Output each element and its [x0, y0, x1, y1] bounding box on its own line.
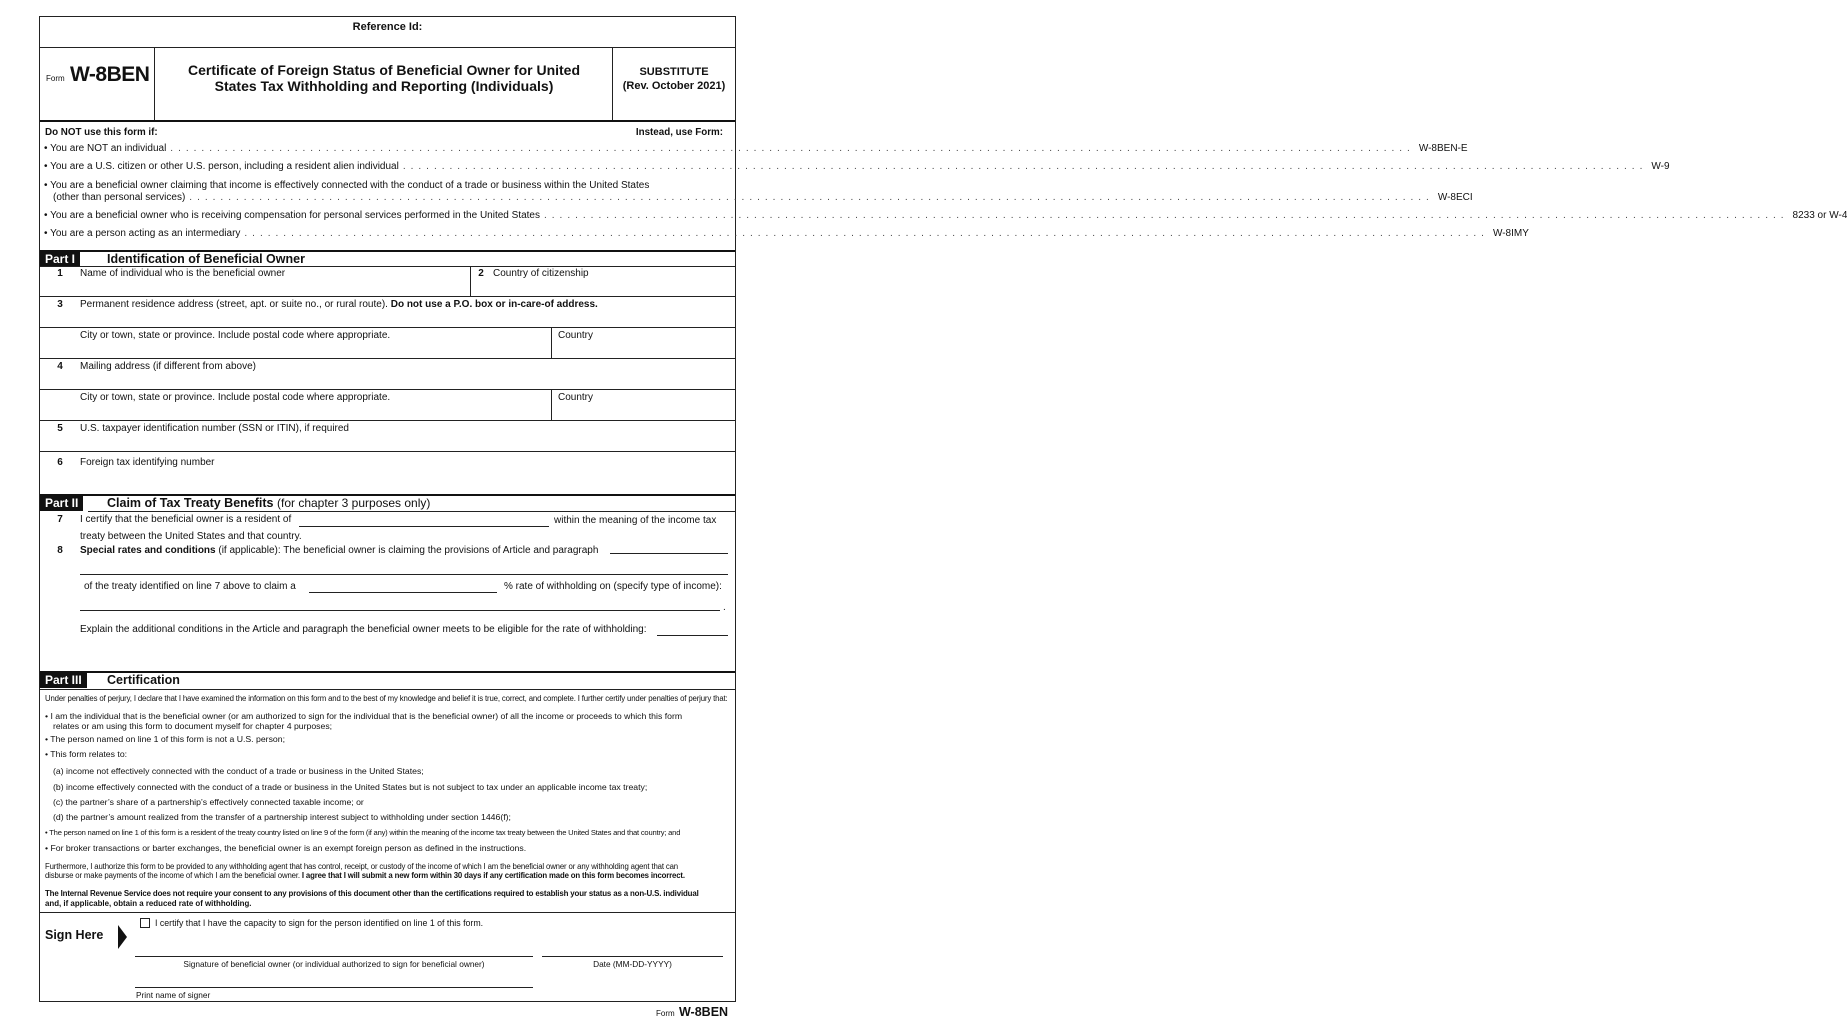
line8-bold: Special rates and conditions	[80, 545, 216, 556]
divider	[40, 47, 735, 48]
cert-bullet: • For broker transactions or barter exchanges, the beneficial owner is an exempt foreign person as defined in the instructions.	[45, 843, 527, 853]
line3-label	[80, 299, 598, 311]
capacity-checkbox[interactable]	[140, 918, 150, 928]
do-not-use-label: Do NOT use this form if:	[45, 127, 158, 138]
cert-subitem: (a) income not effectively connected with the conduct of a trade or business in the United States;	[53, 766, 424, 776]
permanent-address-field[interactable]	[80, 312, 730, 326]
line-number: 1	[57, 268, 63, 279]
irs-consent-text: and, if applicable, obtain a reduced rate of withholding.	[45, 899, 252, 908]
line-number: 2	[478, 268, 484, 279]
intro-row-text: • You are NOT an individual	[44, 143, 167, 154]
line3-text: Permanent residence address (street, apt. or suite no., or rural route).	[80, 299, 388, 310]
divider	[40, 451, 735, 452]
substitute-label: SUBSTITUTE	[639, 66, 709, 78]
title-line: States Tax Withholding and Reporting (Individuals)	[214, 78, 554, 94]
authorization-text	[45, 871, 685, 881]
withholding-rate-field[interactable]	[309, 592, 497, 593]
date-label: Date (MM-DD-YYYY)	[593, 959, 672, 969]
divider	[40, 912, 735, 913]
divider	[40, 358, 735, 359]
part1-label: Part I	[40, 252, 80, 267]
revision-block	[613, 65, 735, 93]
authorization-line: disburse or make payments of the income of which I am the beneficial owner.	[45, 871, 300, 880]
mailing-country-field[interactable]	[558, 404, 730, 418]
reference-id-label: Reference Id:	[352, 21, 423, 33]
country-label: Country	[558, 392, 594, 403]
beneficial-owner-name-field[interactable]	[80, 280, 466, 295]
article-continuation-field[interactable]	[80, 574, 728, 575]
cert-bullet: • The person named on line 1 of this form is not a U.S. person;	[45, 734, 285, 744]
divider	[470, 266, 471, 296]
intro-row-form: 8233 or W-4	[1792, 210, 1847, 221]
intro-row	[44, 228, 1529, 240]
divider	[154, 47, 155, 121]
intro-row	[53, 192, 1473, 204]
mailing-address-field[interactable]	[80, 374, 730, 388]
leader-dots: ................................................................................................................................................................	[170, 143, 1415, 154]
intro-row-text: (other than personal services)	[53, 192, 186, 203]
leader-dots: ................................................................................................................................................................	[244, 228, 1489, 239]
intro-row-form: W-8ECI	[1437, 192, 1473, 203]
divider	[40, 120, 735, 122]
line4-label: Mailing address (if different from above)	[80, 361, 257, 372]
line-number: 8	[57, 545, 63, 556]
line6-label: Foreign tax identifying number	[80, 457, 215, 468]
signature-field[interactable]	[135, 956, 533, 957]
print-name-label: Print name of signer	[136, 990, 211, 1000]
intro-row-text: • You are a person acting as an intermediary	[44, 228, 241, 239]
intro-row-form: W-8IMY	[1492, 228, 1529, 239]
line-number: 6	[57, 457, 63, 468]
line8-period: .	[723, 602, 726, 613]
footer-form-name: W-8BEN	[679, 1005, 729, 1019]
intro-row	[44, 161, 1670, 173]
divider	[40, 389, 735, 390]
divider	[551, 389, 552, 420]
line1-label: Name of individual who is the beneficial owner	[80, 268, 286, 279]
line-number: 7	[57, 514, 63, 525]
intro-eci-line: • You are a beneficial owner claiming that income is effectively connected with the conduct of a trade or business within the United States	[44, 180, 650, 191]
divider	[88, 511, 735, 512]
part2-title-suffix: (for chapter 3 purposes only)	[276, 496, 431, 510]
cert-bullet: • I am the individual that is the beneficial owner (or am authorized to sign for the individual that is the beneficial owner) of all the income or proceeds to which this form	[45, 711, 683, 721]
date-field[interactable]	[542, 956, 723, 957]
intro-row-form: W-9	[1651, 161, 1670, 172]
country-of-citizenship-field[interactable]	[476, 280, 731, 295]
leader-dots: ................................................................................................................................................................	[544, 210, 1789, 221]
line2-label: Country of citizenship	[493, 268, 589, 279]
intro-row-text: • You are a U.S. citizen or other U.S. person, including a resident alien individual	[44, 161, 399, 172]
foreign-tin-field[interactable]	[80, 472, 730, 492]
city-label: City or town, state or province. Include postal code where appropriate.	[80, 330, 391, 341]
part1-title: Identification of Beneficial Owner	[107, 252, 305, 266]
line8-explain: Explain the additional conditions in the Article and paragraph the beneficial owner meets to be eligible for the rate of withholding:	[80, 624, 647, 635]
sign-here-label: Sign Here	[45, 928, 104, 942]
cert-bullet: • The person named on line 1 of this form is a resident of the treaty country listed on line 9 of the form (if any) within the meaning of the income tax treaty between the United States and that country; and	[45, 828, 681, 837]
part2-title-text: Claim of Tax Treaty Benefits	[107, 496, 274, 510]
authorization-bold: I agree that I will submit a new form within 30 days if any certification made on this form becomes incorrect.	[301, 871, 685, 880]
intro-row-text: • You are a beneficial owner who is receiving compensation for personal services performed in the United States	[44, 210, 540, 221]
divider	[40, 689, 735, 690]
permanent-country-field[interactable]	[558, 342, 730, 356]
line8-desc: (if applicable): The beneficial owner is claiming the provisions of Article and paragraph	[218, 545, 599, 556]
title-line: Certificate of Foreign Status of Beneficial Owner for United	[187, 62, 581, 78]
us-tin-field[interactable]	[80, 436, 730, 450]
revision-label: (Rev. October 2021)	[622, 80, 726, 92]
cert-subitem: (d) the partner’s amount realized from the transfer of a partnership interest subject to withholding under section 1446(f);	[53, 812, 511, 822]
line8-text: % rate of withholding on (specify type of income):	[504, 581, 722, 592]
line3-warning: Do not use a P.O. box or in-care-of address.	[390, 299, 598, 310]
print-name-field[interactable]	[135, 987, 533, 988]
cert-bullet: • This form relates to:	[45, 749, 128, 759]
cert-bullet: relates or am using this form to document myself for chapter 4 purposes;	[53, 721, 333, 731]
divider	[40, 266, 735, 267]
cert-subitem: (b) income effectively connected with the conduct of a trade or business in the United States but is not subject to tax under an applicable income tax treaty;	[53, 782, 648, 792]
line7-text: treaty between the United States and that country.	[80, 531, 302, 542]
line-number: 3	[57, 299, 63, 310]
income-type-field[interactable]	[80, 610, 720, 611]
part3-title: Certification	[107, 673, 180, 687]
signature-label: Signature of beneficial owner (or individual authorized to sign for beneficial owner)	[183, 959, 485, 969]
part2-title	[107, 496, 430, 510]
leader-dots: ................................................................................................................................................................	[189, 192, 1434, 203]
intro-row	[44, 143, 1468, 155]
sign-arrow-icon	[118, 925, 127, 949]
line7-text: I certify that the beneficial owner is a resident of	[80, 514, 292, 525]
line-number: 4	[57, 361, 63, 372]
treaty-country-field[interactable]	[299, 526, 549, 527]
divider	[40, 420, 735, 421]
footer-form-word: Form	[656, 1009, 675, 1018]
form-name: W-8BEN	[70, 63, 150, 86]
article-paragraph-field[interactable]	[610, 553, 728, 554]
leader-dots: ................................................................................................................................................................	[402, 161, 1648, 172]
perjury-statement: Under penalties of perjury, I declare that I have examined the information on this form and to the best of my knowledge and belief it is true, correct, and complete. I further certify under penalties of perjury that:	[45, 694, 728, 703]
instead-use-label: Instead, use Form:	[635, 127, 723, 138]
part3-label: Part III	[40, 673, 87, 688]
divider	[40, 296, 735, 297]
line5-label: U.S. taxpayer identification number (SSN or ITIN), if required	[80, 423, 349, 434]
line-number: 5	[57, 423, 63, 434]
part2-label: Part II	[40, 496, 83, 511]
mailing-city-field[interactable]	[80, 404, 546, 418]
irs-consent-text: The Internal Revenue Service does not require your consent to any provisions of this document other than the certifications required to establish your status as a non-U.S. individual	[45, 889, 699, 898]
form-word: Form	[46, 74, 65, 83]
permanent-city-field[interactable]	[80, 342, 546, 356]
line7-text: within the meaning of the income tax	[554, 515, 717, 526]
explain-field[interactable]	[657, 635, 728, 636]
line8-text	[80, 545, 598, 557]
country-label: Country	[558, 330, 594, 341]
form-title	[160, 62, 608, 94]
capacity-label: I certify that I have the capacity to sign for the person identified on line 1 of this form.	[155, 918, 484, 928]
divider	[40, 327, 735, 328]
intro-row-form: W-8BEN-E	[1418, 143, 1468, 154]
divider	[551, 327, 552, 358]
city-label: City or town, state or province. Include postal code where appropriate.	[80, 392, 391, 403]
intro-row	[44, 210, 1847, 222]
cert-subitem: (c) the partner’s share of a partnership’s effectively connected taxable income; or	[53, 797, 364, 807]
authorization-text: Furthermore, I authorize this form to be provided to any withholding agent that has control, receipt, or custody of the income of which I am the beneficial owner or any withholding agent that can	[45, 862, 678, 871]
line8-text: of the treaty identified on line 7 above to claim a	[84, 581, 296, 592]
